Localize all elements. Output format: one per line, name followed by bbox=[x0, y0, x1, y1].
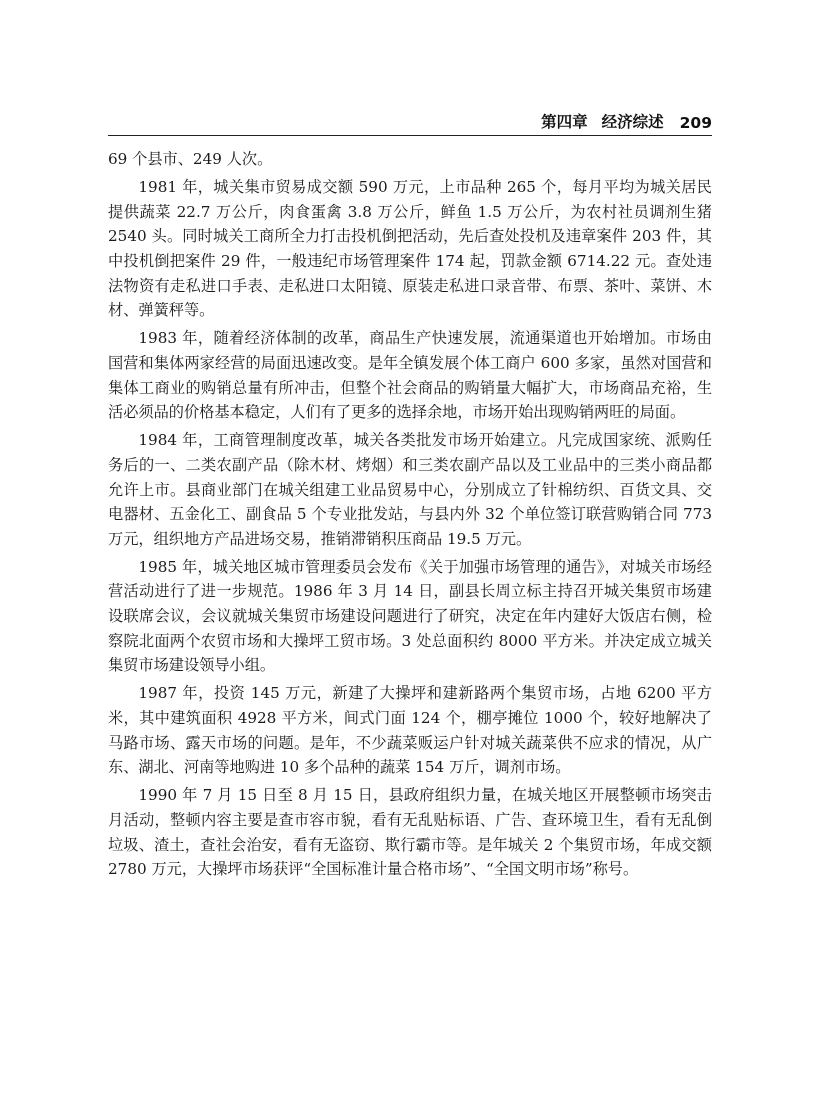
paragraph-1984: 1984 年，工商管理制度改革，城关各类批发市场开始建立。凡完成国家统、派购任务后的一、二类农副产品（除木材、烤烟）和三类农副产品以及工业品中的三类小商品都允许上市。县商业部门在城关组建工业品贸易中心，分别成立了针棉纺织、百货文具、交电器材、五金化工、副食品 5 个专业批发站，与县内外 32 个单位签订联营购销合同 773 万元，组织地方产品进场交易，推销滞销积压商品 19.5 万元。 bbox=[108, 431, 712, 548]
header-rule bbox=[108, 135, 712, 136]
section-title: 经济综述 bbox=[601, 113, 664, 131]
running-header bbox=[108, 110, 712, 132]
paragraph-1987: 1987 年，投资 145 万元，新建了大操坪和建新路两个集贸市场，占地 6200 平方米，其中建筑面积 4928 平方米，间式门面 124 个，棚亭摊位 1000 个，较好地解决了马路市场、露天市场的问题。是年，不少蔬菜贩运户针对城关蔬菜供不应求的情况，从广东、湖北、河南等地购进 10 多个品种的蔬菜 154 万斤，调剂市场。 bbox=[108, 684, 712, 777]
paragraph-1981: 1981 年，城关集市贸易成交额 590 万元，上市品种 265 个，每月平均为城关居民提供蔬菜 22.7 万公斤，肉食蛋禽 3.8 万公斤，鲜鱼 1.5 万公斤，为农村社员调剂生猪 2540 头。同时城关工商所全力打击投机倒把活动，先后查处投机及违章案件 203 件，其中投机倒把案件 29 件，一般违纪市场管理案件 174 起，罚款金额 6714.22 元。查处违法物资有走私进口手表、走私进口太阳镜、原装走私进口录音带、布票、茶叶、菜饼、木材、弹簧秤等。 bbox=[108, 178, 712, 320]
paragraph-1985: 1985 年，城关地区城市管理委员会发布《关于加强市场管理的通告》，对城关市场经营活动进行了进一步规范。1986 年 3 月 14 日，副县长周立标主持召开城关集贸市场建设联席会议，会议就城关集贸市场建设问题进行了研究，决定在年内建好大饭店右侧，检察院北面两个农贸市场和大操坪工贸市场。3 处总面积约 8000 平方米。并决定成立城关集贸市场建设领导小组。 bbox=[108, 557, 712, 675]
page-number: 209 bbox=[679, 114, 712, 132]
paragraph-1990: 1990 年 7 月 15 日至 8 月 15 日，县政府组织力量，在城关地区开展整顿市场突击月活动，整顿内容主要是查市容市貌，看有无乱贴标语、广告、查环境卫生，看有无乱倒垃圾、渣土，查社会治安，看有无盗窃、欺行霸市等。是年城关 2 个集贸市场，年成交额 2780 万元，大操坪市场获评“全国标准计量合格市场”、“全国文明市场”称号。 bbox=[108, 786, 712, 879]
body-text bbox=[108, 147, 712, 885]
chapter-label: 第四章 bbox=[541, 113, 588, 131]
paragraph-1983: 1983 年，随着经济体制的改革，商品生产快速发展，流通渠道也开始增加。市场由国营和集体两家经营的局面迅速改变。是年全镇发展个体工商户 600 多家，虽然对国营和集体工商业的购销总量有所冲击，但整个社会商品的购销量大幅扩大，市场商品充裕，生活必须品的价格基本稳定，人们有了更多的选择余地，市场开始出现购销两旺的局面。 bbox=[108, 329, 712, 422]
paragraph-continuation: 69 个县市、249 人次。 bbox=[108, 150, 273, 168]
